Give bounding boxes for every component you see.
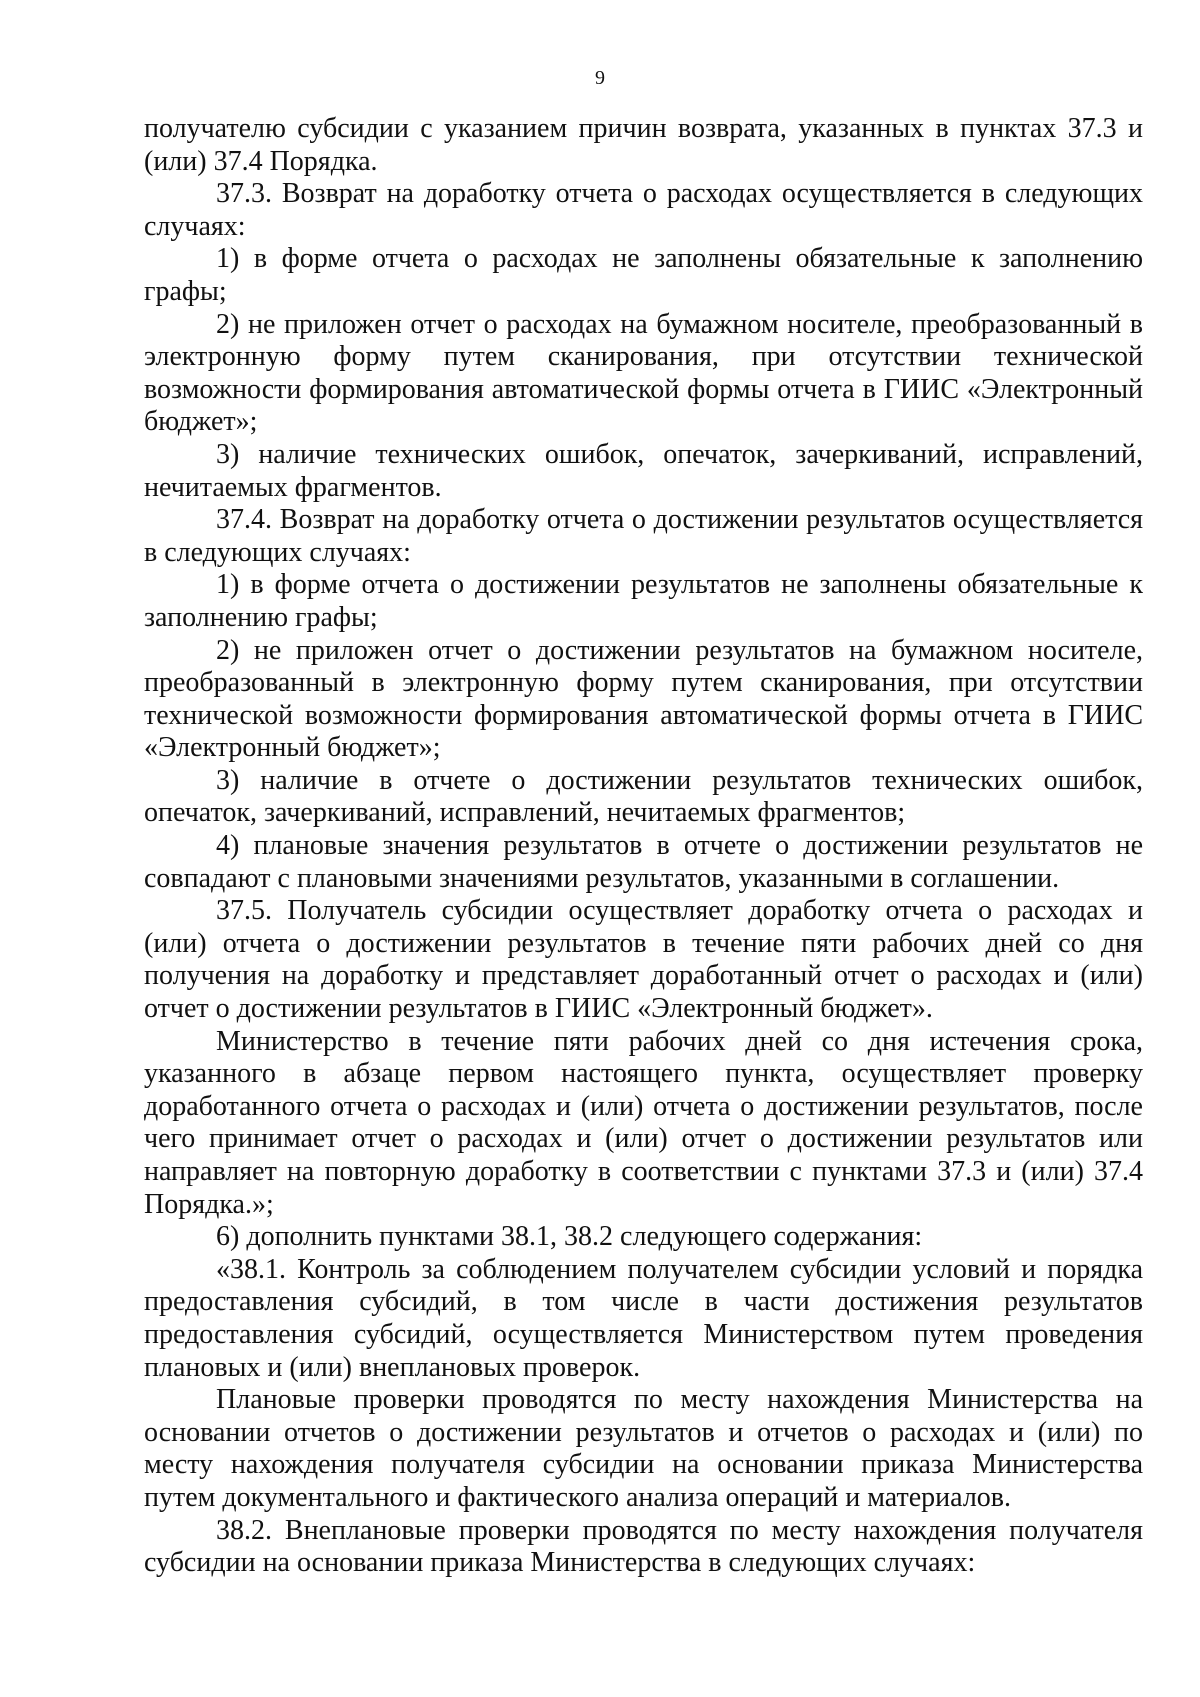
paragraph-37-5-ministry: Министерство в течение пяти рабочих дней со дня истечения срока, указанного в абзаце первом настоящего пункта, осуществляет проверку доработанного отчета о расходах и (или) отчета о достижении результатов, после чего принимает отчет о расходах и (или) отчет о достижении результатов или направляет на повторную доработку в соответствии с пунктами 37.3 и (или) 37.4 Порядка.»; bbox=[144, 1025, 1143, 1220]
paragraph-38-1-planned: Плановые проверки проводятся по месту нахождения Министерства на основании отчетов о достижении результатов и отчетов о расходах и (или) по месту нахождения получателя субсидии на основании приказа Министерства путем документального и фактического анализа операций и материалов. bbox=[144, 1384, 1143, 1513]
page-number: 9 bbox=[595, 67, 605, 89]
paragraph-37-4: 37.4. Возврат на доработку отчета о достижении результатов осуществляется в следующих случаях: bbox=[144, 504, 1143, 568]
document-body bbox=[144, 113, 1143, 1580]
paragraph-37-3-item-2: 2) не приложен отчет о расходах на бумажном носителе, преобразованный в электронную форму путем сканирования, при отсутствии технической возможности формирования автоматической формы отчета в ГИИС «Электронный бюджет»; bbox=[144, 308, 1143, 438]
paragraph-37-3-item-3: 3) наличие технических ошибок, опечаток, зачеркиваний, исправлений, нечитаемых фрагментов. bbox=[144, 438, 1143, 503]
paragraph-37-4-item-2: 2) не приложен отчет о достижении результатов на бумажном носителе, преобразованный в электронную форму путем сканирования, при отсутствии технической возможности формирования автоматической формы отчета в ГИИС «Электронный бюджет»; bbox=[144, 634, 1143, 764]
paragraph-37-3: 37.3. Возврат на доработку отчета о расходах осуществляется в следующих случаях: bbox=[144, 178, 1143, 242]
paragraph-37-4-item-3: 3) наличие в отчете о достижении результатов технических ошибок, опечаток, зачеркиваний, исправлений, нечитаемых фрагментов; bbox=[144, 764, 1143, 829]
paragraph-38-1: «38.1. Контроль за соблюдением получателем субсидии условий и порядка предоставления субсидий, в том числе в части достижения результатов предоставления субсидий, осуществляется Министерством путем проведения плановых и (или) внеплановых проверок. bbox=[144, 1253, 1143, 1383]
paragraph-37-5: 37.5. Получатель субсидии осуществляет доработку отчета о расходах и (или) отчета о достижении результатов в течение пяти рабочих дней со дня получения на доработку и представляет доработанный отчет о расходах и (или) отчет о достижении результатов в ГИИС «Электронный бюджет». bbox=[144, 895, 1143, 1025]
paragraph-37-3-item-1: 1) в форме отчета о расходах не заполнены обязательные к заполнению графы; bbox=[144, 243, 1143, 307]
paragraph-item-6: 6) дополнить пунктами 38.1, 38.2 следующего содержания: bbox=[216, 1221, 923, 1253]
paragraph-38-2: 38.2. Внеплановые проверки проводятся по месту нахождения получателя субсидии на основании приказа Министерства в следующих случаях: bbox=[144, 1514, 1143, 1579]
paragraph-continuation: получателю субсидии с указанием причин возврата, указанных в пунктах 37.3 и (или) 37.4 Порядка. bbox=[144, 113, 1143, 177]
paragraph-37-4-item-4: 4) плановые значения результатов в отчете о достижении результатов не совпадают с плановыми значениями результатов, указанными в соглашении. bbox=[144, 830, 1143, 894]
paragraph-37-4-item-1: 1) в форме отчета о достижении результатов не заполнены обязательные к заполнению графы; bbox=[144, 569, 1143, 633]
